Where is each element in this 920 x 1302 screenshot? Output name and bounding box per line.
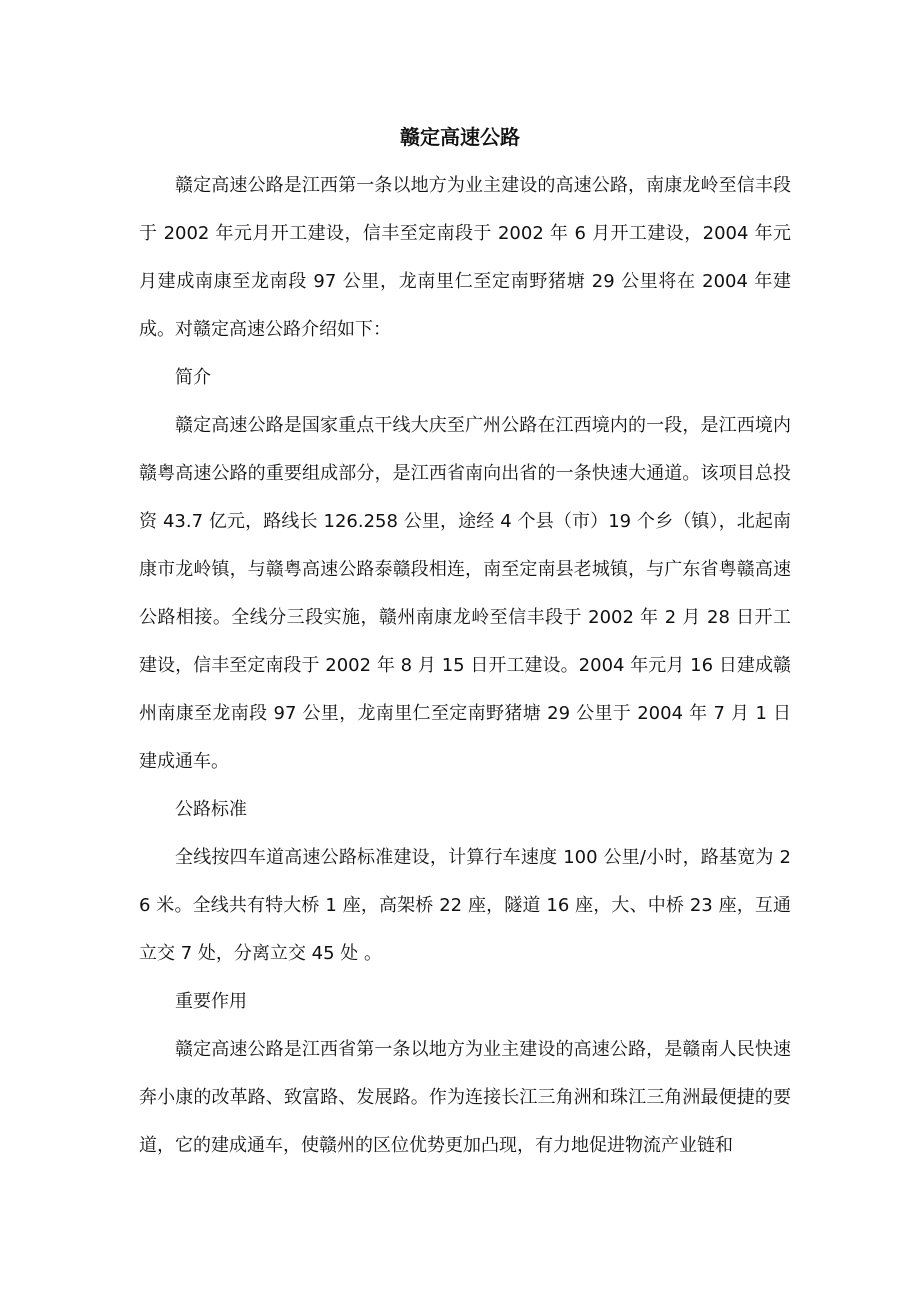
section-paragraph-overview: 赣定高速公路是国家重点干线大庆至广州公路在江西境内的一段，是江西境内赣粤高速公路的重要组成部分，是江西省南向出省的一条快速大通道。该项目总投资 43.7 亿元，路线长 126.258 公里，途经 4 个县（市）19 个乡（镇），北起南康市龙岭镇，与赣粤高速公路泰赣段相连，南至定南县老城镇，与广东省粤赣高速公路相接。全线分三段实施，赣州南康龙岭至信丰段于 2002 年 2 月 28 日开工建设，信丰至定南段于 2002 年 8 月 15 日开工建设。2004 年元月 16 日建成赣州南康至龙南段 97 公里，龙南里仁至定南野猪塘 29 公里于 2004 年 7 月 1 日建成通车。 [139, 415, 791, 772]
section-heading-overview: 简介 [175, 367, 211, 388]
document-title: 赣定高速公路 [400, 125, 520, 149]
section-paragraph-standards: 全线按四车道高速公路标准建设，计算行车速度 100 公里/小时，路基宽为 26 米。全线共有特大桥 1 座，高架桥 22 座，隧道 16 座，大、中桥 23 座，互通立交 7 处，分离立交 45 处 。 [139, 847, 791, 964]
section-paragraph-importance: 赣定高速公路是江西省第一条以地方为业主建设的高速公路，是赣南人民快速奔小康的改革路、致富路、发展路。作为连接长江三角洲和珠江三角洲最便捷的要道，它的建成通车，使赣州的区位优势更加凸现，有力地促进物流产业链和 [139, 1039, 791, 1156]
section-heading-importance: 重要作用 [175, 991, 247, 1012]
intro-paragraph: 赣定高速公路是江西第一条以地方为业主建设的高速公路，南康龙岭至信丰段于 2002 年元月开工建设，信丰至定南段于 2002 年 6 月开工建设，2004 年元月建成南康至龙南段 97 公里，龙南里仁至定南野猪塘 29 公里将在 2004 年建成。对赣定高速公路介绍如下： [139, 175, 791, 340]
document-body [139, 162, 791, 1170]
section-heading-standards: 公路标准 [175, 799, 247, 820]
